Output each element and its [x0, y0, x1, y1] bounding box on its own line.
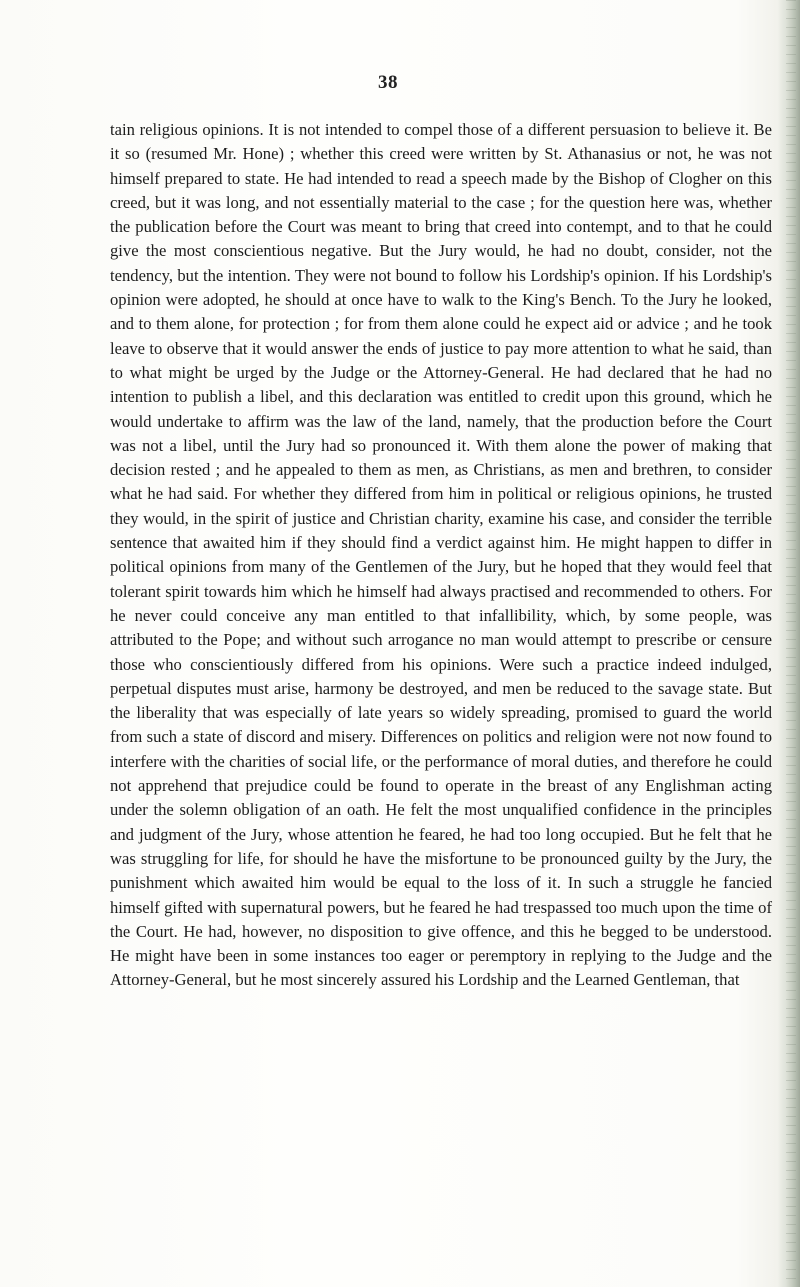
- page-edge-texture: [786, 0, 796, 1287]
- page-number: 38: [378, 72, 398, 93]
- page-body-text: tain religious opinions. It is not intended to compel those of a different persuasion to believe it. Be it so (resumed Mr. Hone) ; whether this creed were written by St. Athanasius or not, he was not himself prepared to state. He had intended to read a speech made by the Bishop of Clogher on this creed, but it was long, and not essentially material to the case ; for the question here was, whether the publication before the Court was meant to bring that creed into contempt, and to that he could give the most conscientious negative. But the Jury would, he had no doubt, consider, not the tendency, but the intention. They were not bound to follow his Lordship's opinion. If his Lordship's opinion were adopted, he should at once have to walk to the King's Bench. To the Jury he looked, and to them alone, for protection ; for from them alone could he expect aid or advice ; and he took leave to observe that it would answer the ends of justice to pay more attention to what he said, than to what might be urged by the Judge or the Attorney-General. He had declared that he had no intention to publish a libel, and this declaration was entitled to credit upon this ground, which he would undertake to affirm was the law of the land, namely, that the production before the Court was not a libel, until the Jury had so pronounced it. With them alone the power of making that decision rested ; and he appealed to them as men, as Christians, as men and brethren, to consider what he had said. For whether they differed from him in political or religious opinions, he trusted they would, in the spirit of justice and Christian charity, examine his case, and consider the terrible sentence that awaited him if they should find a verdict against him. He might happen to differ in political opinions from many of the Gentlemen of the Jury, but he hoped that they would feel that tolerant spirit towards him which he himself had always practised and recommended to others. For he never could conceive any man entitled to that infallibility, which, by some people, was attributed to the Pope; and without such arrogance no man would attempt to prescribe or censure those who conscientiously differed from his opinions. Were such a practice indeed indulged, perpetual disputes must arise, harmony be destroyed, and men be reduced to the savage state. But the liberality that was especially of late years so widely spreading, promised to guard the world from such a state of discord and misery. Differences on politics and religion were not now found to interfere with the charities of social life, or the performance of moral duties, and therefore he could not apprehend that prejudice could be found to operate in the breast of any Englishman acting under the solemn obligation of an oath. He felt the most unqualified confidence in the principles and judgment of the Jury, whose attention he feared, he had too long occupied. But he felt that he was struggling for life, for should he have the misfortune to be pronounced guilty by the Jury, the punishment which awaited him would be equal to the loss of it. In such a struggle he fancied himself gifted with supernatural powers, but he feared he had trespassed too much upon the time of the Court. He had, however, no disposition to give offence, and this he begged to be understood. He might have been in some instances too eager or peremptory in replying to the Judge and the Attorney-General, but he most sincerely assured his Lordship and the Learned Gentleman, that: [110, 120, 772, 990]
